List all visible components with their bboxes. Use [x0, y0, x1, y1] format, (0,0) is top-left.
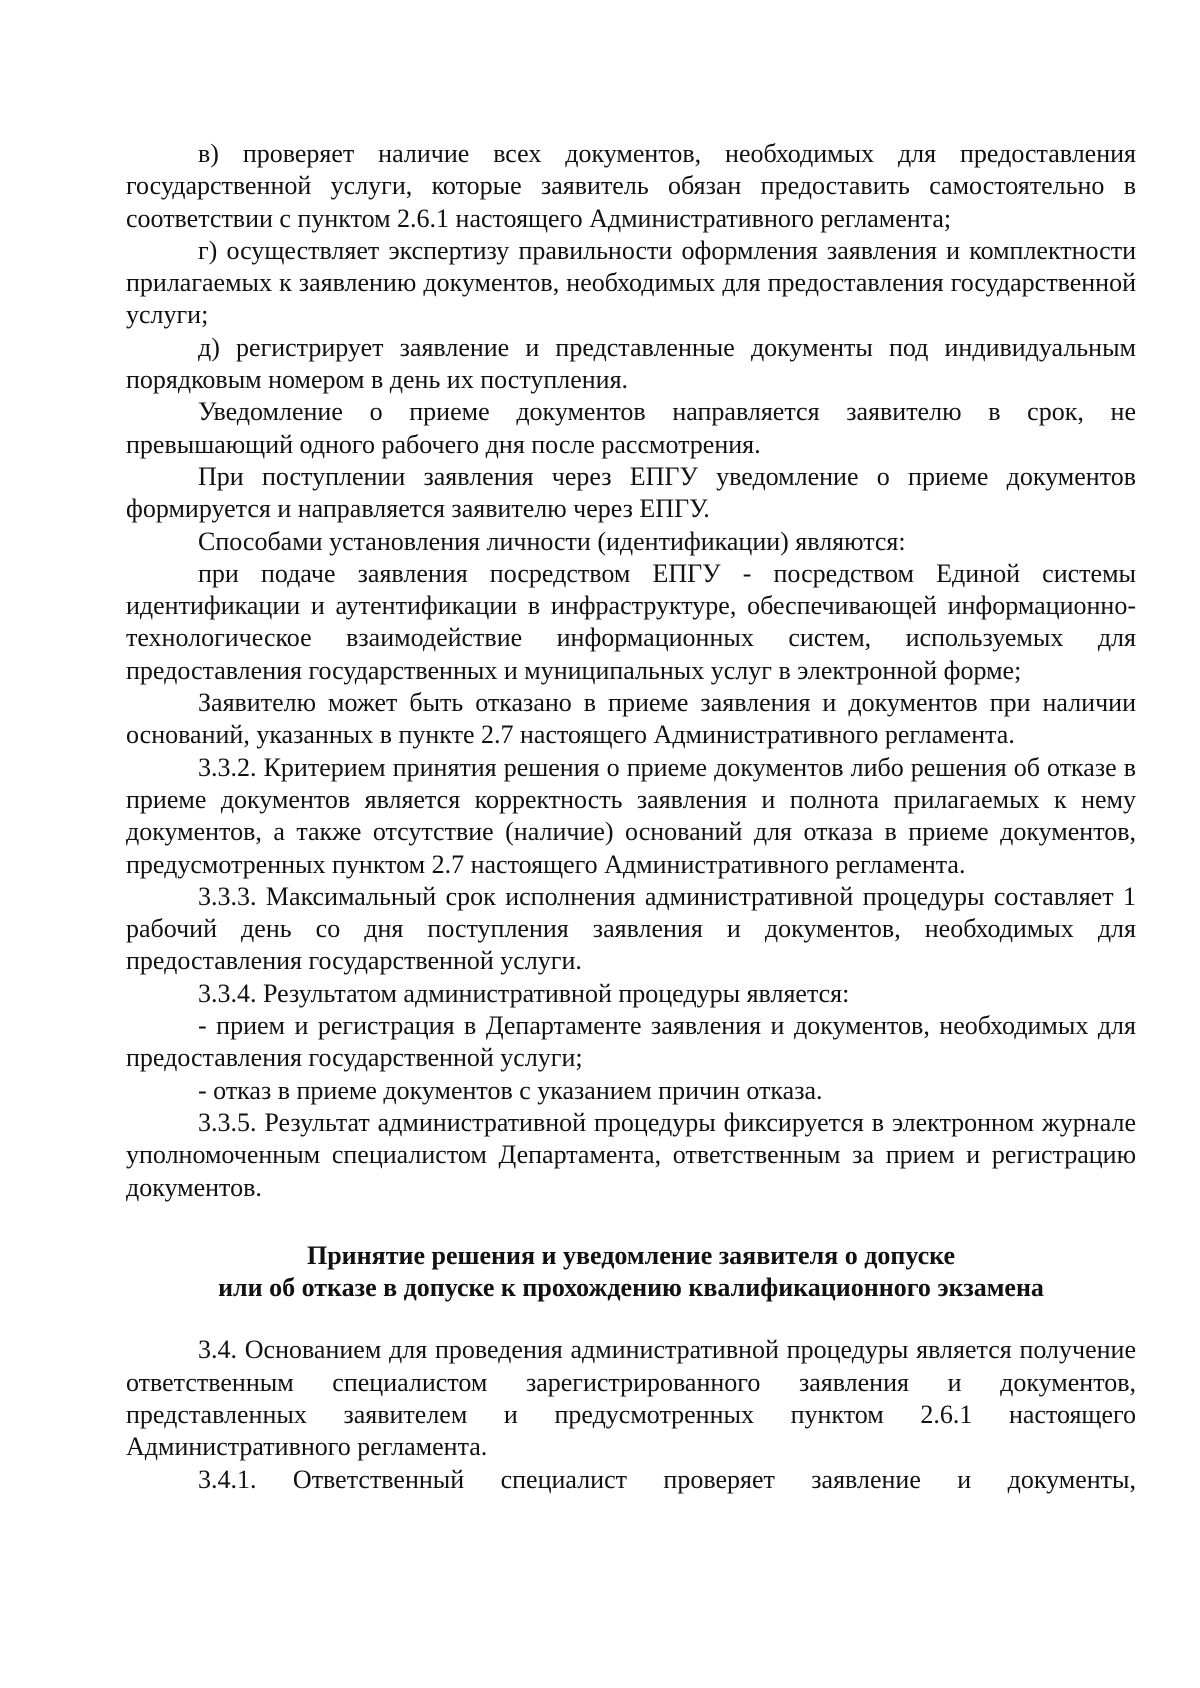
paragraph-result-acceptance: - прием и регистрация в Департаменте заявления и документов, необходимых для предоставления государственной услуги;	[126, 1011, 1136, 1073]
paragraph-esia: при подаче заявления посредством ЕПГУ - посредством Единой системы идентификации и аутентификации в инфраструктуре, обеспечивающей информационно-технологическое взаимодействие информационных систем, используемых для предоставления государственных и муниципальных услуг в электронной форме;	[126, 558, 1136, 685]
paragraph-g: г) осуществляет экспертизу правильности оформления заявления и комплектности прилагаемых к заявлению документов, необходимых для предоставления государственной услуги;	[126, 235, 1136, 330]
section-heading	[126, 1240, 1136, 1305]
paragraph-3-3-2: 3.3.2. Критерием принятия решения о приеме документов либо решения об отказе в приеме документов является корректность заявления и полнота прилагаемых к нему документов, а также отсутствие (наличие) оснований для отказа в приеме документов, предусмотренных пунктом 2.7 настоящего Административного регламента.	[126, 752, 1136, 879]
paragraph-v: в) проверяет наличие всех документов, необходимых для предоставления государственной услуги, которые заявитель обязан предоставить самостоятельно в соответствии с пунктом 2.6.1 настоящего Административного регламента;	[126, 139, 1136, 233]
section-heading-line-1: Принятие решения и уведомление заявителя о допуске	[307, 1240, 955, 1270]
paragraph-epgu: При поступлении заявления через ЕПГУ уведомление о приеме документов формируется и направляется заявителю через ЕПГУ.	[126, 461, 1136, 524]
section-heading-line-2: или об отказе в допуске к прохождению квалификационного экзамена	[218, 1273, 1044, 1303]
paragraph-3-4-1: 3.4.1. Ответственный специалист проверяет заявление и документы,	[198, 1464, 1136, 1494]
paragraph-3-3-4: 3.3.4. Результатом административной процедуры является:	[198, 978, 850, 1008]
paragraph-notification: Уведомление о приеме документов направляется заявителю в срок, не превышающий одного рабочего дня после рассмотрения.	[126, 397, 1136, 459]
paragraph-3-4: 3.4. Основанием для проведения административной процедуры является получение ответственным специалистом зарегистрированного заявления и документов, представленных заявителем и предусмотренных пунктом 2.6.1 настоящего Административного регламента.	[126, 1335, 1136, 1462]
paragraph-3-3-5: 3.3.5. Результат административной процедуры фиксируется в электронном журнале уполномоченным специалистом Департамента, ответственным за прием и регистрацию документов.	[126, 1107, 1136, 1202]
paragraph-identification-methods: Способами установления личности (идентификации) являются:	[198, 526, 906, 556]
paragraph-refusal: Заявителю может быть отказано в приеме заявления и документов при наличии оснований, указанных в пункте 2.7 настоящего Административного регламента.	[126, 688, 1136, 750]
paragraph-result-refusal: - отказ в приеме документов с указанием причин отказа.	[198, 1075, 823, 1105]
document-body	[126, 138, 1136, 1496]
paragraph-3-3-3: 3.3.3. Максимальный срок исполнения административной процедуры составляет 1 рабочий день со дня поступления заявления и документов, необходимых для предоставления государственной услуги.	[126, 881, 1136, 976]
paragraph-d: д) регистрирует заявление и представленные документы под индивидуальным порядковым номером в день их поступления.	[126, 332, 1136, 395]
